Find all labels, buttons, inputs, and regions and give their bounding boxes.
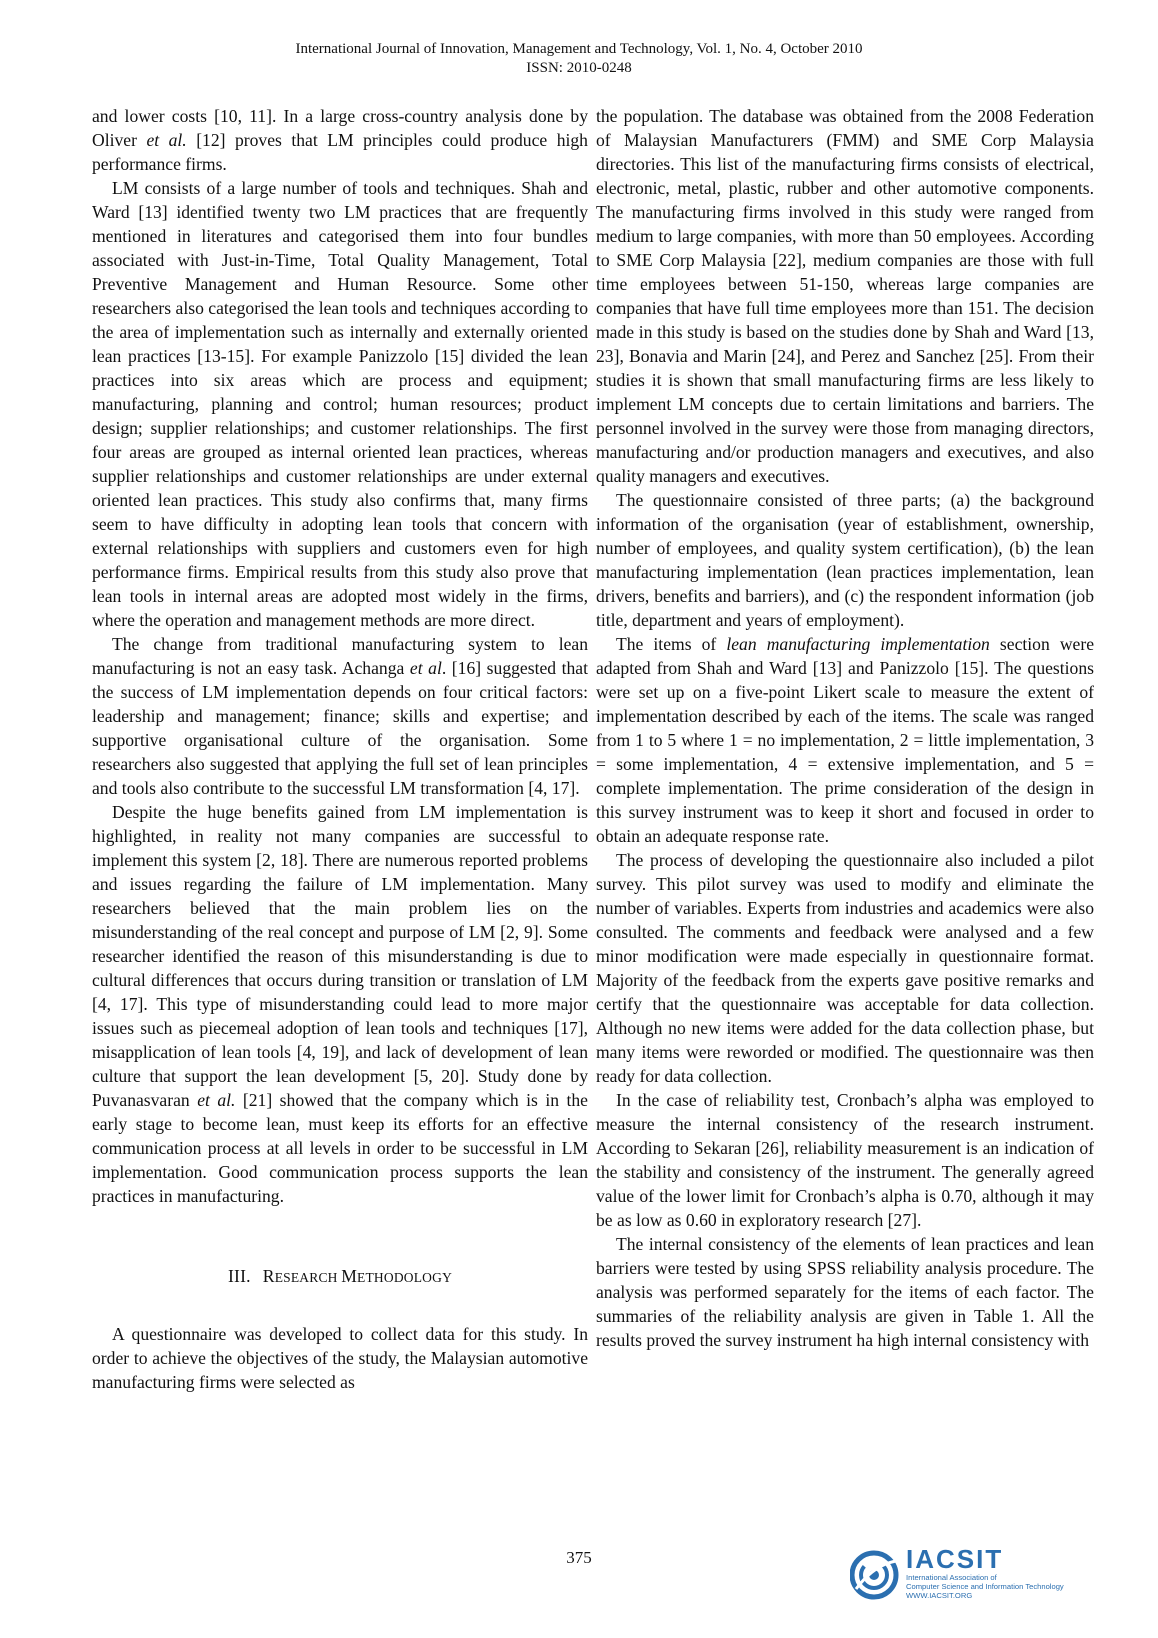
text-run: and lower costs [10, 11]. In a large cross-country analysis done by Oliver [92, 106, 588, 150]
section-title-part: M [341, 1266, 358, 1286]
issn: ISSN: 2010-0248 [526, 60, 632, 76]
iacsit-logo [850, 1545, 1080, 1615]
paragraph: the population. The database was obtained from the 2008 Federation of Malaysian Manufacturers (FMM) and SME Corp Malaysia directories. This list of the manufacturing firms consists of electrical, electronic, metal, plastic, rubber and other automotive components. The manufacturing firms involved in this study were ranged from medium to large companies, with more than 50 employees. According to SME Corp Malaysia [22], medium companies are those with full time employees between 51-150, whereas large companies are companies that have full time employees more than 151. The decision made in this study is based on the studies done by Shah and Ward [13, 23], Bonavia and Marin [24], and Perez and Sanchez [25]. From their studies it is shown that small manufacturing firms are less likely to implement LM concepts due to certain limitations and barriers. The personnel involved in the survey were those from managing directors, manufacturing and/or production managers and executives, and also quality managers and executives. [596, 106, 1094, 486]
paragraph: The questionnaire consisted of three parts; (a) the background information of the organisation (year of establishment, ownership, number of employees, and quality system certification), (b) the lean manufacturing implementation (lean practices implementation, lean drivers, benefits and barriers), and (c) the respondent information (job title, department and years of employment). [596, 490, 1094, 630]
running-header [0, 40, 1158, 78]
section-title-part: ESEARCH [274, 1270, 342, 1285]
paragraph [596, 632, 1094, 848]
text-run: [21] showed that the company which is in the early stage to become lean, must keep its efforts for an effective communication process at all levels in order to be successful in LM implementation. Good communication process supports the lean practices in manufacturing. [92, 1090, 588, 1206]
logo-url: WWW.IACSIT.ORG [906, 1591, 973, 1600]
italic-text: et al. [197, 1090, 236, 1110]
left-column [92, 104, 588, 1394]
text-run: section were adapted from Shah and Ward [13] and Panizzolo [15]. The questions were set up on a five-point Likert scale to measure the extent of implementation described by each of the items. The scale was ranged from 1 to 5 where 1 = no implementation, 2 = little implementation, 3 = some implementation, 4 = extensive implementation, and 5 = complete implementation. The prime consideration of the design in this survey instrument was to keep it short and focused in order to obtain an adequate response rate. [596, 634, 1094, 846]
logo-text [906, 1545, 1064, 1600]
italic-text: lean manufacturing implementation [726, 634, 990, 654]
logo-name: IACSIT [906, 1544, 1004, 1574]
section-heading [92, 1264, 588, 1290]
right-column [596, 104, 1094, 1352]
paragraph: The internal consistency of the elements of lean practices and lean barriers were tested by using SPSS reliability analysis procedure. The analysis was performed separately for the items of each factor. The summaries of the reliability analysis are given in Table 1. All the results proved the survey instrument ha high internal consistency with [596, 1234, 1094, 1350]
italic-text: et al [409, 658, 442, 678]
paragraph: The process of developing the questionnaire also included a pilot survey. This pilot survey was used to modify and eliminate the number of variables. Experts from industries and academics were also consulted. The comments and feedback were analysed and a few minor modification were made especially in questionnaire format. Majority of the feedback from the experts gave positive remarks and certify that the questionnaire was acceptable for data collection. Although no new items were added for the data collection phase, but many items were reworded or modified. The questionnaire was then ready for data collection. [596, 850, 1094, 1086]
text-run: . [16] suggested that the success of LM implementation depends on four critical factors: leadership and management; finance; skills and expertise; and supportive organisational culture of the organisation. Some researchers also suggested that applying the full set of lean principles and tools also contribute to the successful LM transformation [4, 17]. [92, 658, 588, 798]
section-title-part: ETHODOLOGY [357, 1270, 453, 1285]
section-number: III. [227, 1266, 251, 1286]
paragraph: LM consists of a large number of tools and techniques. Shah and Ward [13] identified twenty two LM practices that are frequently mentioned in literatures and categorised them into four bundles associated with Just-in-Time, Total Quality Management, Total Preventive Management and Human Resource. Some other researchers also categorised the lean tools and techniques according to the area of implementation such as internally and externally oriented lean practices [13-15]. For example Panizzolo [15] divided the lean practices into six areas which are process and equipment; manufacturing, planning and control; human resources; product design; supplier relationships; and customer relationships. The first four areas are grouped as internal oriented lean practices, whereas supplier relationships and customer relationships are under external oriented lean practices. This study also confirms that, many firms seem to have difficulty in adopting lean tools that concern with external relationships with suppliers and customers even for high performance firms. Empirical results from this study also prove that lean tools in internal areas are adopted most widely in the firms, where the operation and management methods are more direct. [92, 178, 588, 630]
paragraph: A questionnaire was developed to collect data for this study. In order to achieve the objectives of the study, the Malaysian automotive manufacturing firms were selected as [92, 1324, 588, 1392]
paragraph [92, 632, 588, 800]
logo-subtitle: International Association of [906, 1573, 997, 1582]
paragraph: In the case of reliability test, Cronbach’s alpha was employed to measure the internal consistency of the research instrument. According to Sekaran [26], reliability measurement is an indication of the stability and consistency of the instrument. The generally agreed value of the lower limit for Cronbach’s alpha is 0.70, although it may be as low as 0.60 in exploratory research [27]. [596, 1090, 1094, 1230]
text-run: The items of [616, 634, 727, 654]
text-run: The change from traditional manufacturing system to lean manufacturing is not an easy task. Achanga [92, 634, 588, 678]
page-number: 375 [566, 1548, 592, 1567]
text-run: [12] proves that LM principles could produce high performance firms. [92, 130, 588, 174]
logo-swirl-icon [850, 1545, 902, 1601]
journal-title: International Journal of Innovation, Management and Technology, Vol. 1, No. 4, October 2010 [295, 41, 863, 57]
section-title-part: R [262, 1266, 275, 1286]
logo-subtitle: Computer Science and Information Technology [906, 1582, 1064, 1591]
text-run: Despite the huge benefits gained from LM implementation is highlighted, in reality not many companies are successful to implement this system [2, 18]. There are numerous reported problems and issues regarding the failure of LM implementation. Many researchers believed that the main problem lies on the misunderstanding of the real concept and purpose of LM [2, 9]. Some researcher identified the reason of this misunderstanding is due to cultural differences that occurs during transition or translation of LM [4, 17]. This type of misunderstanding could lead to more major issues such as piecemeal adoption of lean tools and techniques [17], misapplication of lean tools [4, 19], and lack of development of lean culture that support the lean development [5, 20]. Study done by Puvanasvaran [92, 802, 588, 1110]
italic-text: et al. [146, 130, 187, 150]
paragraph [92, 800, 588, 1208]
paragraph [92, 104, 588, 176]
